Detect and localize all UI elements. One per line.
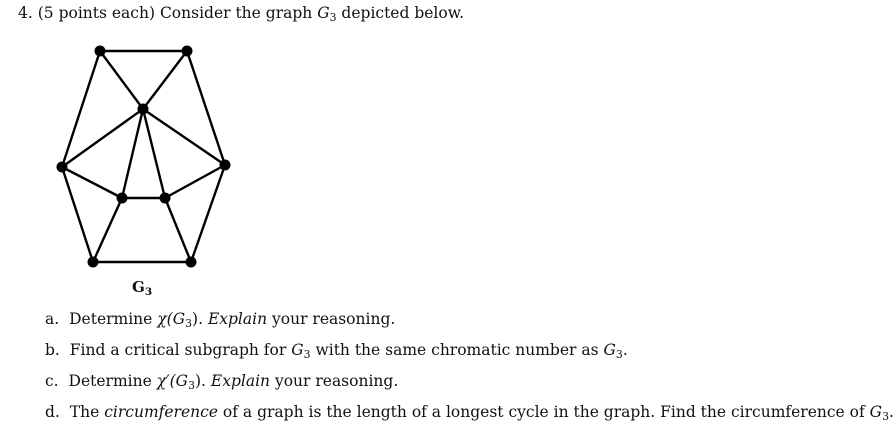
question-part-a: a. Determine $\chi(G_3)$. Explain your reasoning. xyxy=(45,310,396,330)
graph-edge xyxy=(100,51,143,109)
graph-vertex xyxy=(138,104,149,115)
graph-vertex xyxy=(117,193,128,204)
graph-edge xyxy=(62,51,100,167)
graph-caption: $G_3$ xyxy=(132,278,153,298)
graph-vertex xyxy=(160,193,171,204)
question-part-d: d. The circumference of a graph is the length of a longest cycle in the graph. Find the circumference of $G_3$. xyxy=(45,403,894,423)
graph-vertex xyxy=(182,46,193,57)
graph-vertex xyxy=(95,46,106,57)
graph-edge xyxy=(187,51,225,165)
problem-text: Consider the graph xyxy=(159,4,313,22)
graph-edge xyxy=(143,51,187,109)
graph-edges xyxy=(62,51,225,262)
graph-edge xyxy=(165,198,191,262)
problem-text-end: depicted below. xyxy=(341,4,465,22)
graph-edge xyxy=(93,198,122,262)
graph-symbol: $G_3$ xyxy=(317,4,337,24)
graph-vertex xyxy=(220,160,231,171)
graph-vertex xyxy=(88,257,99,268)
graph-g3-figure xyxy=(40,38,250,278)
problem-number: 4. xyxy=(18,4,33,22)
graph-vertex xyxy=(186,257,197,268)
question-part-b: b. Find a critical subgraph for $G_3$ with the same chromatic number as $G_3$. xyxy=(45,341,628,361)
question-part-c: c. Determine $\chi'(G_3)$. Explain your reasoning. xyxy=(45,372,399,392)
problem-points: (5 points each) xyxy=(37,4,155,22)
graph-vertices xyxy=(57,46,231,268)
graph-vertex xyxy=(57,162,68,173)
question-parts xyxy=(45,308,894,432)
problem-statement xyxy=(18,4,464,24)
